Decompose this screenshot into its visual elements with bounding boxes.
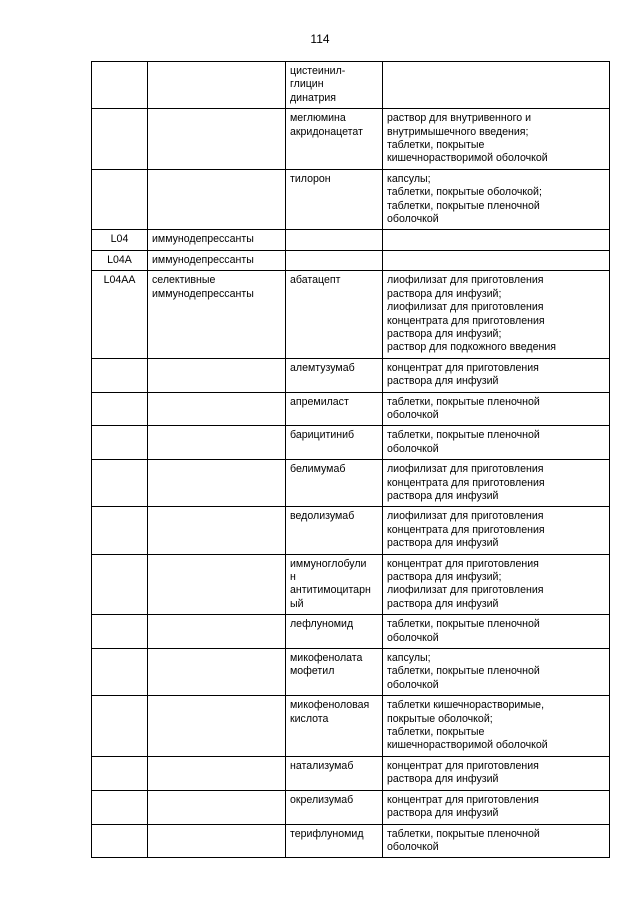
group-name-cell (148, 169, 286, 230)
table-row (92, 250, 610, 270)
group-name-cell: иммунодепрессанты (148, 250, 286, 270)
atc-code-cell (92, 649, 148, 696)
drug-name-cell: барицитиниб (286, 426, 383, 460)
atc-code-cell: L04A (92, 250, 148, 270)
dosage-form-cell: концентрат для приготовления раствора для инфузий (383, 756, 610, 790)
drug-table (91, 61, 610, 858)
drug-table-body (92, 62, 610, 858)
atc-code-cell (92, 756, 148, 790)
drug-name-cell: микофенолата мофетил (286, 649, 383, 696)
group-name-cell (148, 392, 286, 426)
table-row (92, 62, 610, 109)
group-name-cell (148, 460, 286, 507)
group-name-cell (148, 554, 286, 615)
group-name-cell (148, 790, 286, 824)
group-name-cell (148, 507, 286, 554)
dosage-form-cell (383, 230, 610, 250)
dosage-form-cell: таблетки, покрытые пленочной оболочкой (383, 824, 610, 858)
atc-code-cell: L04AA (92, 271, 148, 358)
page-number: 114 (310, 32, 330, 46)
dosage-form-cell: таблетки, покрытые пленочной оболочкой (383, 426, 610, 460)
table-row (92, 649, 610, 696)
table-row (92, 109, 610, 170)
table-row (92, 696, 610, 757)
group-name-cell (148, 62, 286, 109)
dosage-form-cell: лиофилизат для приготовления концентрата для приготовления раствора для инфузий (383, 507, 610, 554)
drug-name-cell: натализумаб (286, 756, 383, 790)
dosage-form-cell: капсулы; таблетки, покрытые пленочной оболочкой (383, 649, 610, 696)
dosage-form-cell: лиофилизат для приготовления концентрата для приготовления раствора для инфузий (383, 460, 610, 507)
dosage-form-cell: таблетки, покрытые пленочной оболочкой (383, 615, 610, 649)
dosage-form-cell (383, 62, 610, 109)
table-row (92, 392, 610, 426)
drug-name-cell: лефлуномид (286, 615, 383, 649)
group-name-cell (148, 358, 286, 392)
table-row (92, 615, 610, 649)
group-name-cell (148, 756, 286, 790)
group-name-cell: селективные иммунодепрессанты (148, 271, 286, 358)
table-row (92, 271, 610, 358)
atc-code-cell (92, 426, 148, 460)
atc-code-cell (92, 109, 148, 170)
drug-name-cell: алемтузумаб (286, 358, 383, 392)
dosage-form-cell: концентрат для приготовления раствора для инфузий; лиофилизат для приготовления раствора для инфузий (383, 554, 610, 615)
atc-code-cell (92, 460, 148, 507)
dosage-form-cell: таблетки, покрытые пленочной оболочкой (383, 392, 610, 426)
group-name-cell (148, 615, 286, 649)
atc-code-cell (92, 824, 148, 858)
dosage-form-cell (383, 250, 610, 270)
drug-name-cell: белимумаб (286, 460, 383, 507)
group-name-cell (148, 649, 286, 696)
dosage-form-cell: лиофилизат для приготовления раствора для инфузий; лиофилизат для приготовления концентрата для приготовления раствора для инфузий; раствор для подкожного введения (383, 271, 610, 358)
drug-name-cell: ведолизумаб (286, 507, 383, 554)
atc-code-cell (92, 696, 148, 757)
table-row (92, 507, 610, 554)
table-row (92, 230, 610, 250)
drug-name-cell: меглюмина акридонацетат (286, 109, 383, 170)
drug-name-cell: апремиласт (286, 392, 383, 426)
dosage-form-cell: раствор для внутривенного и внутримышечного введения; таблетки, покрытые кишечнорастворимой оболочкой (383, 109, 610, 170)
atc-code-cell (92, 358, 148, 392)
drug-name-cell (286, 250, 383, 270)
table-row (92, 790, 610, 824)
drug-name-cell (286, 230, 383, 250)
drug-name-cell: абатацепт (286, 271, 383, 358)
group-name-cell (148, 824, 286, 858)
dosage-form-cell: концентрат для приготовления раствора для инфузий (383, 790, 610, 824)
drug-name-cell: тилорон (286, 169, 383, 230)
group-name-cell: иммунодепрессанты (148, 230, 286, 250)
atc-code-cell (92, 615, 148, 649)
table-row (92, 426, 610, 460)
table-row (92, 824, 610, 858)
drug-name-cell: микофеноловая кислота (286, 696, 383, 757)
dosage-form-cell: таблетки кишечнорастворимые, покрытые оболочкой; таблетки, покрытые кишечнорастворимой оболочкой (383, 696, 610, 757)
atc-code-cell: L04 (92, 230, 148, 250)
table-row (92, 169, 610, 230)
dosage-form-cell: капсулы; таблетки, покрытые оболочкой; таблетки, покрытые пленочной оболочкой (383, 169, 610, 230)
atc-code-cell (92, 790, 148, 824)
dosage-form-cell: концентрат для приготовления раствора для инфузий (383, 358, 610, 392)
group-name-cell (148, 109, 286, 170)
drug-name-cell: терифлуномид (286, 824, 383, 858)
atc-code-cell (92, 62, 148, 109)
table-row (92, 460, 610, 507)
group-name-cell (148, 426, 286, 460)
drug-name-cell: цистеинил- глицин динатрия (286, 62, 383, 109)
table-row (92, 358, 610, 392)
group-name-cell (148, 696, 286, 757)
table-row (92, 756, 610, 790)
drug-name-cell: иммуноглобули н антитимоцитарн ый (286, 554, 383, 615)
atc-code-cell (92, 507, 148, 554)
drug-name-cell: окрелизумаб (286, 790, 383, 824)
atc-code-cell (92, 169, 148, 230)
atc-code-cell (92, 554, 148, 615)
atc-code-cell (92, 392, 148, 426)
table-row (92, 554, 610, 615)
